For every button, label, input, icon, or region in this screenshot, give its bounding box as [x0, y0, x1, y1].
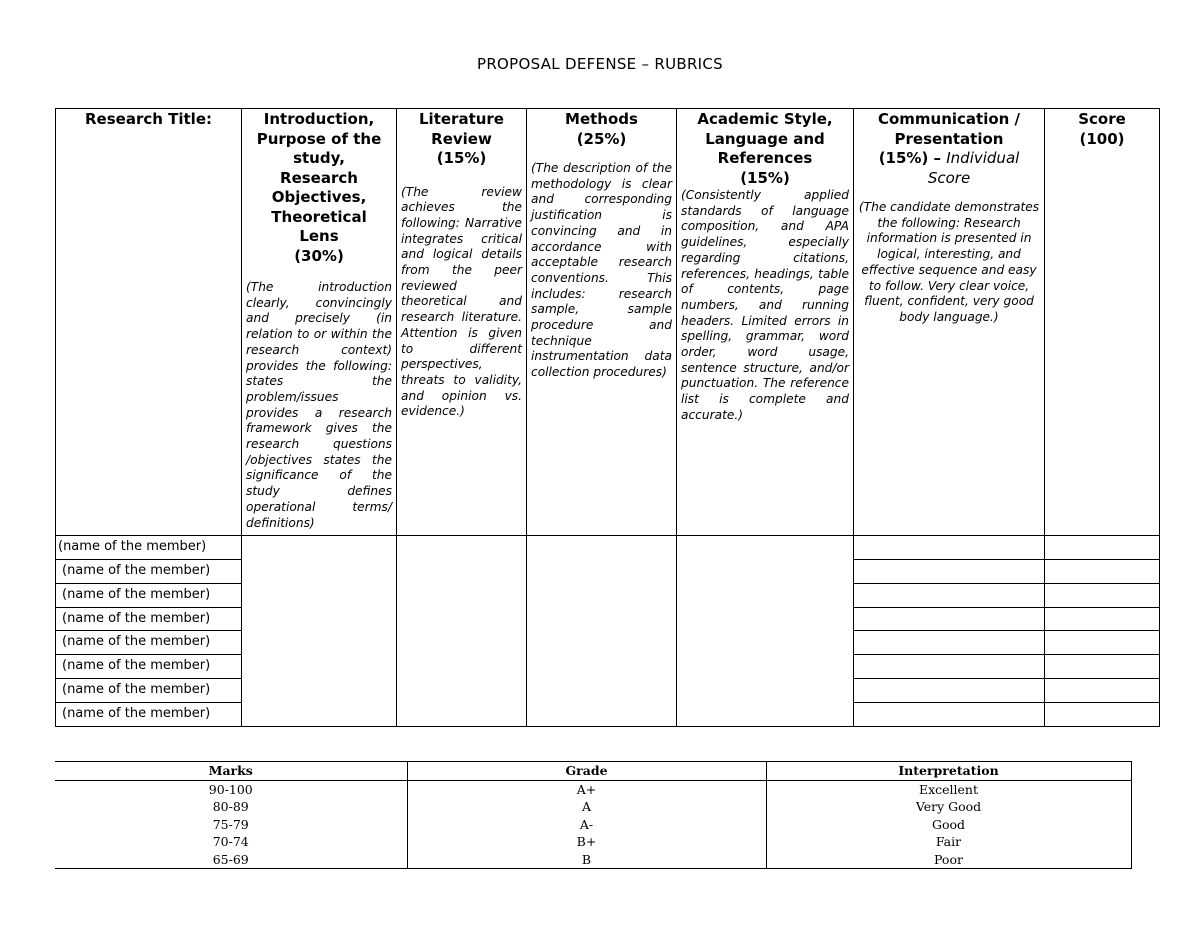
criterion-communication: Communication / Presentation (15%) – Individual Score (The candidate demonstrates the following: Research information is presented in logical, interesting, and effective sequence and easy to follow. Very clear voice, fluent, confident, very good body language.)	[854, 109, 1045, 536]
communication-score-cell[interactable]	[854, 583, 1044, 607]
marks-header: Marks	[55, 762, 407, 781]
interpretation-cell: Poor	[766, 851, 1131, 869]
criterion-methods: Methods (25%) (The description of the methodology is clear and corresponding justification is convincing and in accordance with acceptable research conventions. This includes: research sample, sample procedure and technique instrumentation data collection procedures)	[527, 109, 677, 536]
grade-header: Grade	[407, 762, 766, 781]
communication-score-cells	[854, 536, 1045, 726]
methods-score-cell[interactable]	[527, 536, 677, 726]
member-name[interactable]: (name of the member)	[56, 560, 241, 584]
total-score-cells	[1045, 536, 1160, 726]
grade-cell: B	[407, 851, 766, 869]
communication-score-cell[interactable]	[854, 560, 1044, 584]
total-score-cell[interactable]	[1045, 702, 1159, 725]
criterion-heading: Academic Style,	[697, 110, 833, 128]
communication-score-cell[interactable]	[854, 702, 1044, 725]
total-score-cell[interactable]	[1045, 655, 1159, 679]
grading-row	[55, 833, 1131, 851]
communication-score-cell[interactable]	[854, 655, 1044, 679]
criterion-heading: Communication /	[877, 110, 1021, 128]
criterion-heading: Methods	[565, 110, 638, 128]
criterion-heading: Introduction,	[263, 110, 375, 128]
grading-row	[55, 851, 1131, 869]
academic-score-cell[interactable]	[677, 536, 854, 726]
intro-score-cell[interactable]	[242, 536, 397, 726]
member-name[interactable]: (name of the member)	[62, 705, 211, 721]
members-row	[56, 536, 1160, 726]
rubric-header-row	[56, 109, 1160, 536]
criterion-heading: Score	[1078, 110, 1126, 128]
interpretation-cell: Very Good	[766, 798, 1131, 816]
members-column	[56, 536, 242, 726]
rubric-table	[55, 108, 1160, 727]
grading-row	[55, 816, 1131, 834]
criterion-description: (The candidate demonstrates the following: Research information is presented in logical, interesting, and effective sequence and easy to follow. Very clear voice, fluent, confident, very good body language.)	[858, 200, 1040, 324]
marks-cell: 75-79	[55, 816, 407, 834]
total-score-cell[interactable]	[1045, 679, 1159, 703]
criterion-introduction: Introduction, Purpose of the study, Research Objectives, Theoretical Lens (30%) (The introduction clearly, convincingly and precisely (in relation to or within the research context) provides the following: states the problem/issues provides a research framework gives the research questions /objectives states the significance of the study defines operational terms/ definitions)	[242, 109, 397, 536]
criterion-heading: Literature	[419, 110, 504, 128]
grade-cell: A	[407, 798, 766, 816]
member-name[interactable]: (name of the member)	[56, 631, 241, 655]
member-name[interactable]: (name of the member)	[56, 607, 241, 631]
marks-cell: 80-89	[55, 798, 407, 816]
grade-cell: A-	[407, 816, 766, 834]
interpretation-header: Interpretation	[766, 762, 1131, 781]
communication-score-cell[interactable]	[854, 536, 1044, 559]
communication-score-cell[interactable]	[854, 679, 1044, 703]
grading-row	[55, 798, 1131, 816]
marks-cell: 70-74	[55, 833, 407, 851]
literature-score-cell[interactable]	[397, 536, 527, 726]
page-title: PROPOSAL DEFENSE – RUBRICS	[476, 55, 724, 73]
interpretation-cell: Fair	[766, 833, 1131, 851]
member-name[interactable]: (name of the member)	[56, 536, 241, 559]
member-name[interactable]: (name of the member)	[56, 655, 241, 679]
grade-cell: B+	[407, 833, 766, 851]
member-list	[56, 536, 241, 725]
criterion-score: Score (100)	[1045, 109, 1160, 536]
criterion-description: (The introduction clearly, convincingly and precisely (in relation to or within the research context) provides the following: states the problem/issues provides a research framework gives the research questions /objectives states the significance of the study defines operational terms/ definitions)	[246, 280, 392, 530]
total-score-cell[interactable]	[1045, 560, 1159, 584]
total-score-cell[interactable]	[1045, 583, 1159, 607]
grading-row	[55, 780, 1131, 798]
total-score-cell[interactable]	[1045, 631, 1159, 655]
marks-cell: 65-69	[55, 851, 407, 869]
total-score-cell[interactable]	[1045, 536, 1159, 559]
research-title-label: Research Title:	[56, 109, 242, 536]
interpretation-cell: Excellent	[766, 780, 1131, 798]
grade-cell: A+	[407, 780, 766, 798]
marks-cell: 90-100	[55, 780, 407, 798]
criterion-description: (The review achieves the following: Narrative integrates critical and logical details from the peer reviewed theoretical and research literature. Attention is given to different perspectives, threats to validity, and opinion vs. evidence.)	[401, 184, 522, 419]
criterion-literature-review: Literature Review (15%) (The review achieves the following: Narrative integrates critical and logical details from the peer reviewed theoretical and research literature. Attention is given to different perspectives, threats to validity, and opinion vs. evidence.)	[397, 109, 527, 536]
grading-scale-table	[55, 761, 1132, 869]
member-name[interactable]: (name of the member)	[56, 583, 241, 607]
communication-score-cell[interactable]	[854, 631, 1044, 655]
criterion-academic-style: Academic Style, Language and References (15%) (Consistently applied standards of language composition, and APA guidelines, especially regarding citations, references, headings, table of contents, page numbers, and running headers. Limited errors in spelling, grammar, word order, word usage, sentence structure, and/or punctuation. The reference list is complete and accurate.)	[677, 109, 854, 536]
total-score-cell[interactable]	[1045, 607, 1159, 631]
criterion-description: (The description of the methodology is clear and corresponding justification is convincing and in accordance with acceptable research conventions. This includes: research sample, sample procedure and technique instrumentation data collection procedures)	[531, 161, 672, 380]
member-name[interactable]: (name of the member)	[56, 679, 241, 703]
communication-score-cell[interactable]	[854, 607, 1044, 631]
grading-header-row	[55, 762, 1131, 781]
interpretation-cell: Good	[766, 816, 1131, 834]
criterion-description: (Consistently applied standards of language composition, and APA guidelines, especially regarding citations, references, headings, table of contents, page numbers, and running headers. Limited errors in spelling, grammar, word order, word usage, sentence structure, and/or punctuation. The reference list is complete and accurate.)	[681, 188, 849, 422]
